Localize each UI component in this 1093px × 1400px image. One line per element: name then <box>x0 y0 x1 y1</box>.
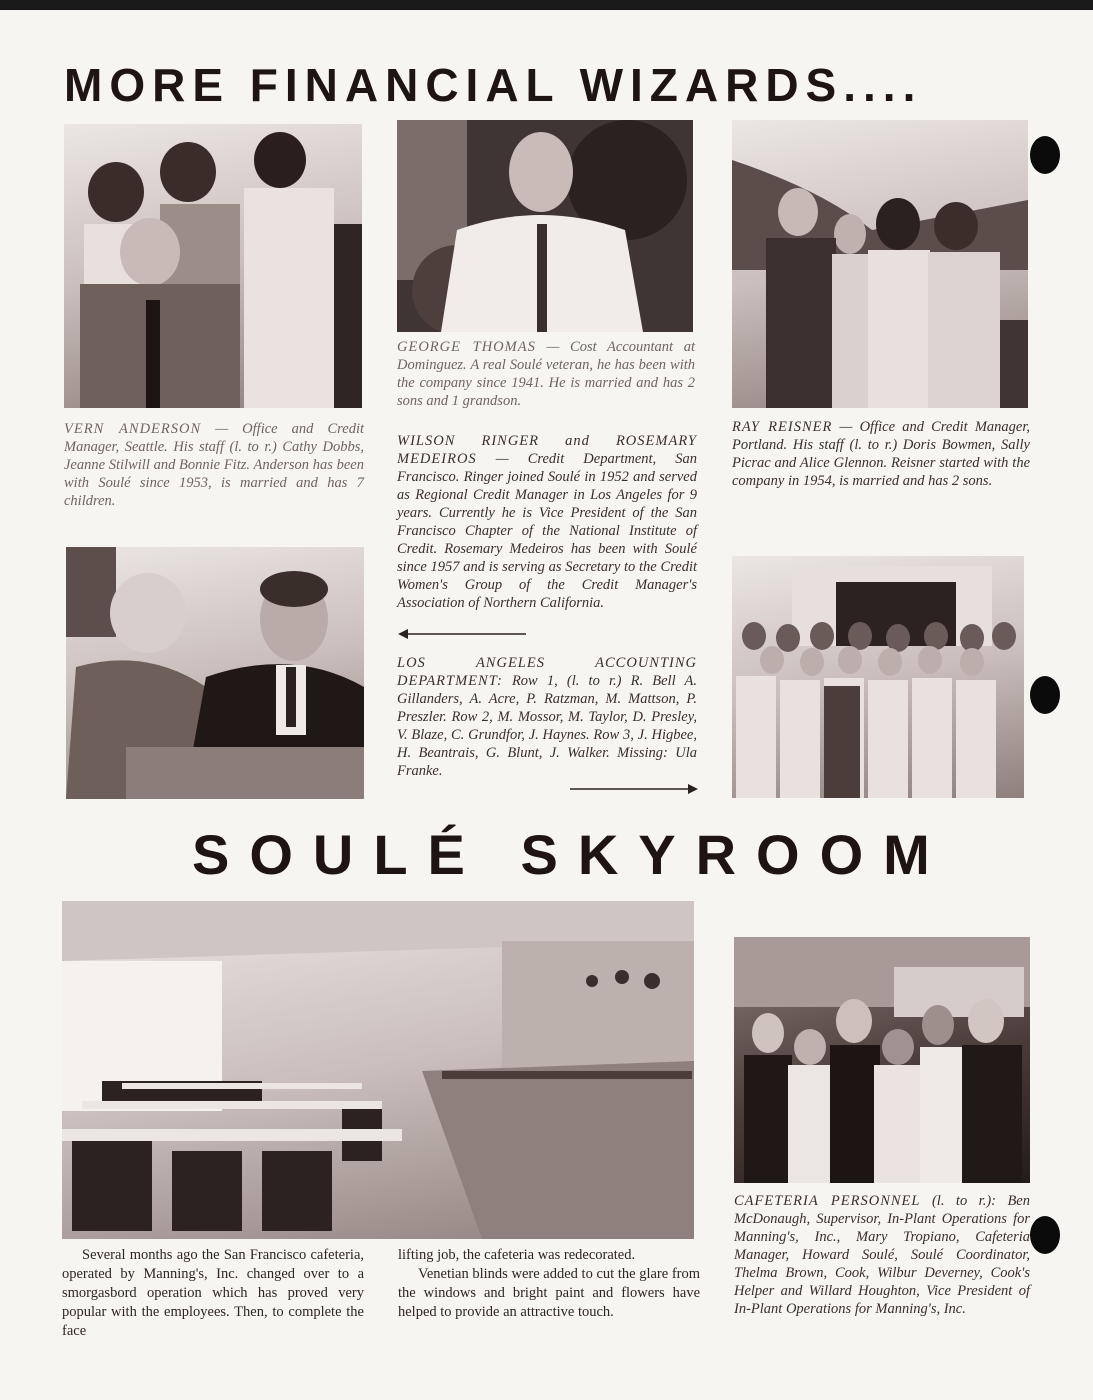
caption-george-thomas <box>397 338 695 410</box>
caption-text: — Office and Credit Manager, Seattle. His staff (l. to r.) Cathy Dobbs, Jeanne Stilwill and Bonnie Fitz. Anderson has been with Soulé since 1953, is married and has 7 children. <box>64 421 364 509</box>
article-paragraph: Several months ago the San Francisco cafeteria, operated by Manning's, Inc. changed over to a smorgasbord operation which has proved very popular with the employees. Then, to complete the face <box>62 1247 364 1339</box>
caption-ringer-medeiros <box>397 432 697 612</box>
caption-lead: VERN ANDERSON <box>64 421 202 437</box>
caption-lead: GEORGE THOMAS <box>397 339 536 355</box>
binder-hole <box>1030 136 1060 174</box>
headline: MORE FINANCIAL WIZARDS.... <box>64 59 923 111</box>
article-paragraph: Venetian blinds were added to cut the glare from the windows and bright paint and flowers have helped to provide an attractive touch. <box>398 1266 700 1320</box>
article-column-2 <box>398 1246 700 1322</box>
section-title: SOULÉ SKYROOM <box>192 823 950 886</box>
caption-text: — Cost Accountant at Dominguez. A real Soulé veteran, he has been with the company since 1941. He is married and has 2 sons and 1 grandson. <box>397 339 695 409</box>
photo-cafeteria-personnel <box>734 937 1030 1183</box>
photo-vern-anderson-staff <box>64 124 362 408</box>
photo-george-thomas <box>397 120 693 332</box>
photo-skyroom-cafeteria <box>62 901 694 1239</box>
article-column-1 <box>62 1246 364 1341</box>
photo-la-accounting-department <box>732 556 1024 798</box>
binder-hole <box>1030 676 1060 714</box>
caption-lead: CAFETERIA PERSONNEL <box>734 1193 921 1209</box>
caption-lead: RAY REISNER <box>732 419 833 435</box>
arrow-right-icon <box>570 783 698 795</box>
caption-text: (l. to r.): Ben McDonaugh, Supervisor, In-Plant Operations for Manning's, Inc., Mary Tropiano, Cafeteria Manager, Howard Soulé, Soulé Coordinator, Thelma Brown, Cook, Wilbur Deverney, Cook's Helper and Willard Houghton, Vice President of In-Plant Operations for Manning's, Inc. <box>734 1193 1030 1317</box>
article-paragraph: lifting job, the cafeteria was redecorated. <box>398 1247 636 1263</box>
caption-text: — Credit Department, San Francisco. Ringer joined Soulé in 1952 and served as Regional Credit Manager in Los Angeles for 9 years. Currently he is Vice President of the San Francisco Chapter of the National Institute of Credit. Rosemary Medeiros has been with Soulé since 1957 and is serving as Secretary to the Credit Women's Group of the Credit Manager's Association of Northern California. <box>397 451 697 611</box>
caption-lead: WILSON RINGER and ROSEMARY MEDEIROS <box>397 433 697 467</box>
caption-text: — Office and Credit Manager, Portland. His staff (l. to r.) Doris Bowmen, Sally Picrac and Alice Glennon. Reisner started with the company in 1954, is married and has 2 sons. <box>732 419 1030 489</box>
caption-ray-reisner <box>732 418 1030 490</box>
caption-lead: LOS ANGELES ACCOUNTING DEPARTMENT: <box>397 655 697 689</box>
arrow-left-icon <box>398 628 526 640</box>
caption-cafeteria-personnel <box>734 1192 1030 1318</box>
photo-ringer-medeiros <box>66 547 364 799</box>
photo-ray-reisner-staff <box>732 120 1028 408</box>
binder-hole <box>1030 1216 1060 1254</box>
caption-la-accounting <box>397 654 697 780</box>
caption-vern-anderson <box>64 420 364 510</box>
caption-text: Row 1, (l. to r.) R. Bell A. Gillanders, A. Acre, P. Ratzman, M. Mattson, P. Preszler. Row 2, M. Mossor, M. Taylor, D. Presley, V. Blaze, C. Grundfor, J. Haynes. Row 3, J. Higbee, H. Beantrais, G. Blunt, J. Walker. Missing: Ula Franke. <box>397 673 697 779</box>
